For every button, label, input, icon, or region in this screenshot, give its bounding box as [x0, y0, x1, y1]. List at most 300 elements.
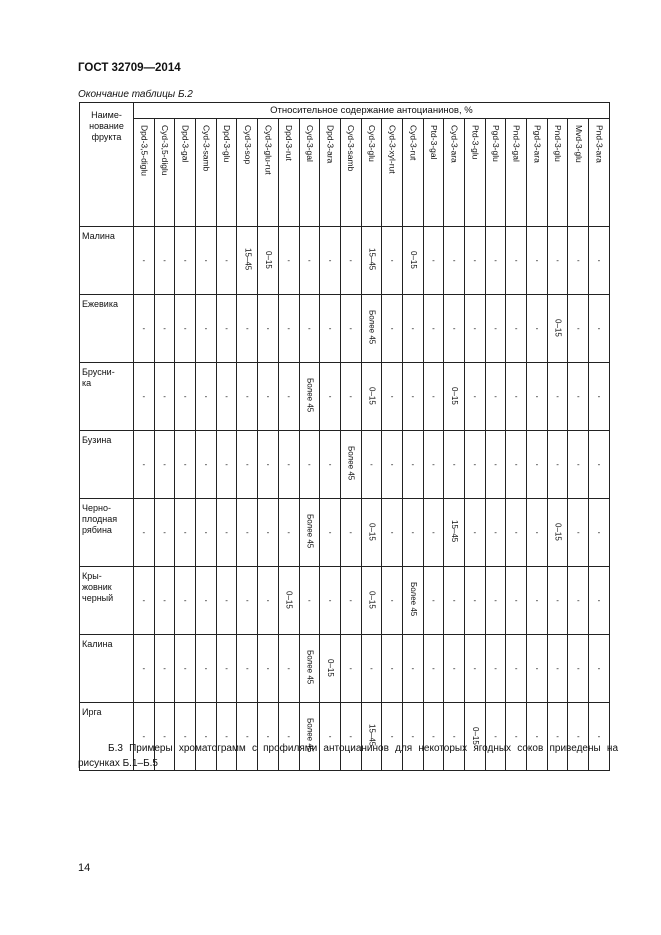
value-cell — [402, 431, 423, 499]
value-cell — [134, 363, 155, 431]
value-text: - — [225, 460, 228, 469]
value-cell — [278, 635, 299, 703]
value-cell — [423, 431, 444, 499]
value-cell — [547, 635, 568, 703]
value-cell — [134, 635, 155, 703]
value-cell — [258, 227, 279, 295]
compound-header — [237, 118, 258, 226]
value-text: - — [432, 664, 435, 673]
compound-header — [134, 118, 155, 226]
compound-header-label: Cyd-3,5-diglu — [160, 124, 171, 176]
value-cell — [320, 567, 341, 635]
value-text: - — [163, 528, 166, 537]
value-text: - — [390, 256, 394, 265]
value-text: - — [349, 256, 353, 265]
value-cell — [589, 635, 610, 703]
value-text: - — [597, 528, 601, 537]
fruit-name-cell: Брусни- ка — [80, 363, 134, 431]
compound-header — [196, 118, 217, 226]
value-text: - — [328, 528, 332, 537]
value-cell — [134, 499, 155, 567]
compound-header-label: Cyd-3-xyl-rut — [387, 124, 398, 174]
value-text: - — [597, 460, 601, 469]
value-cell — [547, 363, 568, 431]
value-text: - — [473, 596, 477, 605]
compound-header-label: Pgd-3-ara — [532, 124, 543, 163]
value-text: - — [204, 460, 208, 469]
value-cell — [361, 567, 382, 635]
value-text: - — [225, 664, 228, 673]
value-text: - — [535, 664, 539, 673]
value-text: - — [287, 324, 290, 333]
value-text: - — [163, 596, 166, 605]
value-cell — [547, 295, 568, 363]
value-text: - — [204, 324, 208, 333]
value-text: - — [370, 664, 373, 673]
value-text: - — [183, 732, 187, 741]
value-text: - — [349, 596, 353, 605]
value-cell — [216, 567, 237, 635]
value-text: - — [245, 324, 249, 333]
value-text: - — [266, 392, 270, 401]
value-text: - — [204, 392, 208, 401]
value-cell — [134, 227, 155, 295]
value-text: - — [597, 256, 601, 265]
value-text: - — [494, 392, 497, 401]
value-cell — [589, 567, 610, 635]
value-cell — [382, 635, 403, 703]
value-text: - — [535, 528, 539, 537]
compound-header — [278, 118, 299, 226]
value-text: - — [349, 664, 353, 673]
value-text: - — [535, 324, 539, 333]
value-text: - — [204, 732, 208, 741]
value-text: - — [204, 256, 208, 265]
value-cell — [547, 431, 568, 499]
compound-header — [444, 118, 465, 226]
value-text: - — [514, 596, 518, 605]
value-text: - — [204, 664, 208, 673]
value-cell — [175, 567, 196, 635]
group-header: Относительное содержание антоцианинов, % — [134, 103, 610, 119]
value-text: - — [287, 528, 290, 537]
value-cell — [340, 499, 361, 567]
value-text: Более 45 — [408, 582, 418, 617]
table-row — [80, 567, 610, 635]
compound-header — [320, 118, 341, 226]
value-text: - — [308, 256, 311, 265]
value-cell — [361, 499, 382, 567]
table-row — [80, 431, 610, 499]
value-text: - — [245, 732, 249, 741]
value-cell — [299, 363, 320, 431]
value-text: - — [576, 528, 580, 537]
value-text: - — [473, 392, 477, 401]
value-cell — [278, 567, 299, 635]
value-text: - — [183, 664, 187, 673]
value-text: - — [494, 324, 497, 333]
value-text: - — [597, 324, 601, 333]
value-cell — [506, 227, 527, 295]
value-cell — [402, 635, 423, 703]
value-text: - — [411, 460, 415, 469]
value-cell — [444, 499, 465, 567]
compound-header-label: Cyd-3-gal — [304, 124, 315, 162]
value-text: - — [142, 392, 146, 401]
value-text: - — [432, 596, 435, 605]
value-text: - — [225, 596, 228, 605]
value-cell — [237, 635, 258, 703]
value-cell — [361, 227, 382, 295]
value-text: Более 45 — [305, 650, 315, 685]
value-cell — [568, 295, 589, 363]
value-text: - — [163, 460, 166, 469]
value-text: - — [266, 664, 270, 673]
compound-header-label: Dpd-3-rut — [284, 124, 295, 161]
value-text: - — [204, 596, 208, 605]
value-cell — [485, 499, 506, 567]
value-text: - — [245, 596, 249, 605]
value-text: - — [452, 324, 456, 333]
compound-header-label: Dpd-3-gal — [180, 124, 191, 163]
compound-header-label: Cyd-3-sop — [242, 124, 253, 165]
value-text: - — [432, 392, 435, 401]
value-cell — [382, 295, 403, 363]
compound-header — [299, 118, 320, 226]
compound-header-label: Dpd-3,5-diglu — [139, 124, 150, 176]
value-cell — [237, 295, 258, 363]
value-cell — [258, 499, 279, 567]
value-text: - — [390, 324, 394, 333]
value-cell — [340, 363, 361, 431]
value-cell — [258, 431, 279, 499]
value-text: - — [556, 664, 559, 673]
fruit-name-cell: Калина — [80, 635, 134, 703]
table-row — [80, 635, 610, 703]
value-cell — [175, 431, 196, 499]
value-text: - — [225, 256, 228, 265]
value-text: - — [328, 324, 332, 333]
value-cell — [527, 499, 548, 567]
value-text: - — [514, 664, 518, 673]
fruit-name-cell: Бузина — [80, 431, 134, 499]
value-cell — [506, 499, 527, 567]
value-text: 0–15 — [367, 386, 377, 405]
value-text: - — [556, 460, 559, 469]
document-header: ГОСТ 32709—2014 — [78, 62, 181, 74]
value-cell — [216, 499, 237, 567]
value-cell — [547, 567, 568, 635]
value-text: - — [370, 460, 373, 469]
value-cell — [154, 499, 175, 567]
value-text: - — [432, 256, 435, 265]
table-caption: Окончание таблицы Б.2 — [78, 89, 193, 100]
value-text: - — [183, 392, 187, 401]
value-cell — [196, 363, 217, 431]
value-text: - — [411, 324, 415, 333]
value-text: - — [494, 596, 497, 605]
value-text: - — [225, 732, 228, 741]
value-text: Более 45 — [305, 514, 315, 549]
value-text: Более 45 — [305, 378, 315, 413]
value-cell — [568, 635, 589, 703]
value-cell — [196, 431, 217, 499]
value-cell — [444, 295, 465, 363]
value-cell — [134, 567, 155, 635]
value-text: - — [473, 664, 477, 673]
value-cell — [196, 295, 217, 363]
value-text: - — [142, 732, 146, 741]
value-cell — [506, 635, 527, 703]
value-cell — [258, 567, 279, 635]
compound-header-label: Cyd-3-glu — [366, 124, 377, 162]
value-cell — [361, 363, 382, 431]
table-row — [80, 499, 610, 567]
compound-header-label: Cyd-3-samb — [346, 124, 357, 172]
value-text: - — [390, 596, 394, 605]
value-text: - — [576, 596, 580, 605]
value-text: 0–15 — [450, 386, 460, 405]
value-text: - — [535, 460, 539, 469]
value-cell — [444, 635, 465, 703]
value-text: - — [245, 528, 249, 537]
value-cell — [299, 295, 320, 363]
compound-header-label: Dpd-3-ara — [325, 124, 336, 164]
value-text: - — [452, 256, 456, 265]
value-cell — [465, 635, 486, 703]
compound-header — [258, 118, 279, 226]
value-cell — [278, 227, 299, 295]
value-text: - — [163, 732, 166, 741]
value-cell — [361, 635, 382, 703]
fruit-name-cell: Черно- плодная рябина — [80, 499, 134, 567]
value-text: - — [452, 732, 456, 741]
value-text: - — [452, 664, 456, 673]
value-cell — [568, 363, 589, 431]
compound-header — [568, 118, 589, 226]
value-cell — [237, 431, 258, 499]
value-text: 0–15 — [367, 522, 377, 541]
value-cell — [589, 295, 610, 363]
value-cell — [154, 431, 175, 499]
value-text: - — [473, 256, 477, 265]
value-text: - — [163, 392, 166, 401]
table-row — [80, 295, 610, 363]
value-cell — [568, 567, 589, 635]
value-cell — [485, 363, 506, 431]
value-text: - — [287, 392, 290, 401]
value-cell — [444, 431, 465, 499]
value-cell — [216, 635, 237, 703]
value-cell — [340, 227, 361, 295]
value-text: - — [514, 256, 518, 265]
value-cell — [382, 499, 403, 567]
value-text: - — [142, 256, 146, 265]
value-text: 0–15 — [263, 250, 273, 269]
value-cell — [216, 295, 237, 363]
value-text: - — [597, 664, 601, 673]
value-text: - — [556, 256, 559, 265]
value-text: - — [225, 324, 228, 333]
compound-header — [402, 118, 423, 226]
value-cell — [299, 635, 320, 703]
value-cell — [278, 499, 299, 567]
compound-header — [340, 118, 361, 226]
value-cell — [320, 499, 341, 567]
compound-header — [423, 118, 444, 226]
value-text: - — [473, 528, 477, 537]
value-cell — [154, 295, 175, 363]
value-cell — [527, 295, 548, 363]
value-text: - — [432, 732, 435, 741]
value-text: - — [287, 460, 290, 469]
value-cell — [361, 295, 382, 363]
value-cell — [320, 363, 341, 431]
value-cell — [196, 635, 217, 703]
value-cell — [154, 635, 175, 703]
value-cell — [175, 295, 196, 363]
value-cell — [216, 227, 237, 295]
value-cell — [134, 295, 155, 363]
value-text: - — [390, 392, 394, 401]
value-cell — [485, 431, 506, 499]
compound-header-label: Pnd-3-gal — [511, 124, 522, 162]
value-text: - — [411, 732, 415, 741]
value-cell — [506, 431, 527, 499]
value-text: - — [535, 596, 539, 605]
value-text: - — [287, 664, 290, 673]
value-text: - — [494, 732, 497, 741]
compound-header-label: Ptd-3-glu — [470, 124, 481, 160]
value-text: - — [576, 732, 580, 741]
value-text: - — [576, 460, 580, 469]
value-cell — [382, 567, 403, 635]
value-text: - — [514, 528, 518, 537]
value-text: - — [411, 528, 415, 537]
value-cell — [258, 363, 279, 431]
value-cell — [485, 227, 506, 295]
value-cell — [340, 431, 361, 499]
value-cell — [423, 567, 444, 635]
value-text: - — [597, 732, 601, 741]
value-cell — [402, 363, 423, 431]
value-text: - — [183, 324, 187, 333]
value-text: - — [328, 460, 332, 469]
value-text: - — [535, 732, 539, 741]
table-row — [80, 227, 610, 295]
value-cell — [340, 567, 361, 635]
value-text: - — [390, 460, 394, 469]
value-text: - — [245, 460, 249, 469]
compound-header-label: Pnd-3-ara — [594, 124, 605, 163]
value-text: - — [245, 392, 249, 401]
value-text: - — [308, 460, 311, 469]
value-cell — [423, 363, 444, 431]
value-text: - — [432, 324, 435, 333]
value-text: - — [390, 528, 394, 537]
note-paragraph: Б.3 Примеры хроматограмм с профилями антоцианинов для некоторых ягодных соков приведены на рисунках Б.1–Б.5 — [78, 743, 618, 769]
value-text: - — [452, 596, 456, 605]
value-cell — [320, 227, 341, 295]
value-cell — [382, 431, 403, 499]
value-text: - — [556, 732, 559, 741]
value-text: - — [287, 732, 290, 741]
value-text: Более 45 — [346, 446, 356, 481]
value-text: 15–45 — [367, 248, 377, 271]
value-cell — [175, 363, 196, 431]
value-text: - — [473, 460, 477, 469]
value-cell — [465, 295, 486, 363]
value-text: - — [494, 528, 497, 537]
value-text: - — [287, 256, 290, 265]
compound-header-label: Mvd-3-glu — [573, 124, 584, 163]
compound-header — [382, 118, 403, 226]
value-cell — [216, 431, 237, 499]
value-text: - — [266, 596, 270, 605]
value-cell — [506, 567, 527, 635]
value-text: - — [328, 732, 332, 741]
value-cell — [589, 227, 610, 295]
value-text: - — [163, 664, 166, 673]
value-text: - — [328, 596, 332, 605]
value-cell — [444, 567, 465, 635]
value-cell — [506, 363, 527, 431]
value-cell — [216, 363, 237, 431]
value-text: 0–15 — [367, 590, 377, 609]
value-cell — [527, 363, 548, 431]
value-text: 0–15 — [470, 726, 480, 745]
value-cell — [423, 227, 444, 295]
value-cell — [258, 635, 279, 703]
value-text: - — [411, 664, 415, 673]
value-cell — [237, 227, 258, 295]
value-cell — [299, 499, 320, 567]
value-cell — [361, 431, 382, 499]
value-text: - — [576, 392, 580, 401]
compound-header — [547, 118, 568, 226]
value-text: - — [142, 324, 146, 333]
compound-header — [361, 118, 382, 226]
value-cell — [568, 431, 589, 499]
value-text: - — [473, 324, 477, 333]
value-text: - — [494, 256, 497, 265]
value-text: - — [349, 732, 353, 741]
value-cell — [154, 567, 175, 635]
value-text: - — [183, 256, 187, 265]
value-text: 0–15 — [326, 658, 336, 677]
value-cell — [196, 567, 217, 635]
value-cell — [465, 227, 486, 295]
value-cell — [299, 227, 320, 295]
value-text: - — [556, 596, 559, 605]
value-text: - — [597, 596, 601, 605]
value-text: - — [556, 392, 559, 401]
value-cell — [320, 635, 341, 703]
value-cell — [196, 227, 217, 295]
value-text: - — [142, 664, 146, 673]
value-text: - — [142, 460, 146, 469]
value-text: - — [390, 732, 394, 741]
value-cell — [423, 295, 444, 363]
value-cell — [485, 567, 506, 635]
value-text: - — [308, 324, 311, 333]
compound-header-label: Dpd-3-glu — [222, 124, 233, 163]
value-cell — [154, 227, 175, 295]
value-cell — [402, 499, 423, 567]
value-text: 15–45 — [450, 520, 460, 543]
value-cell — [402, 227, 423, 295]
value-text: - — [514, 324, 518, 333]
